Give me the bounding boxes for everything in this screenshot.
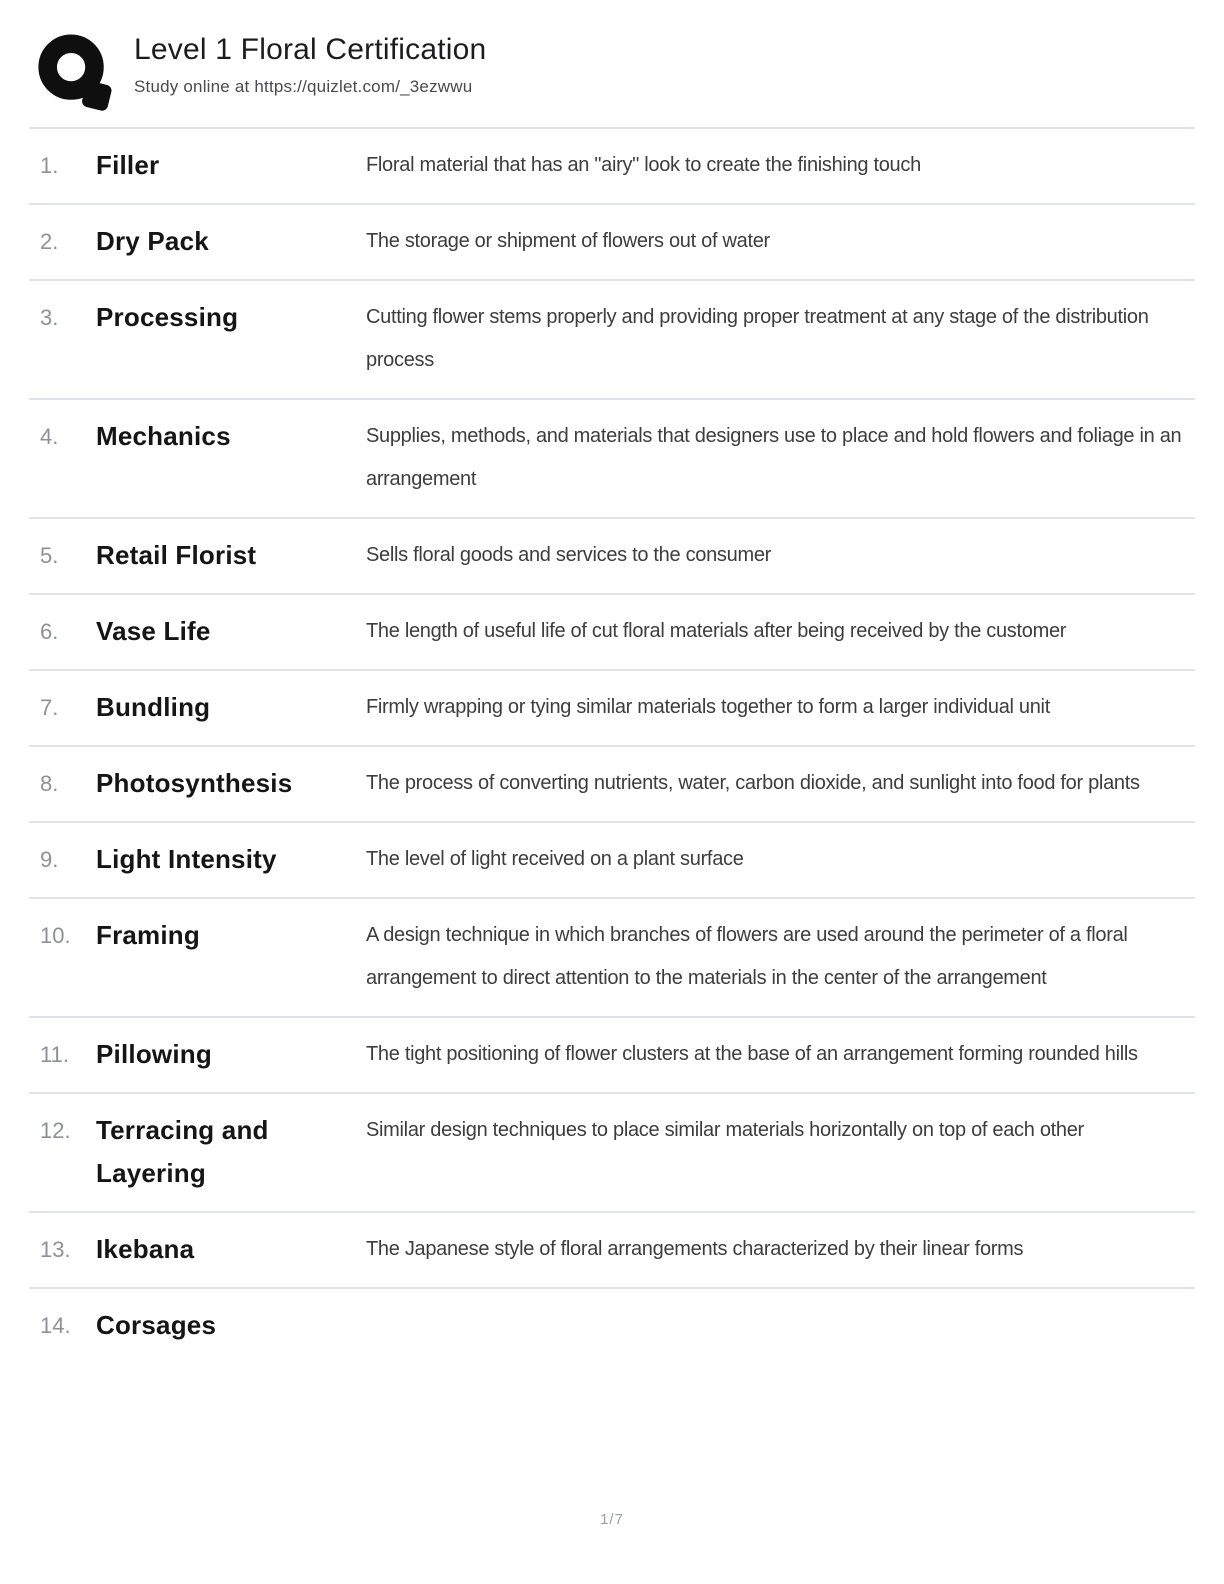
- term-definition: A design technique in which branches of flowers are used around the perimeter of a floral arrangement to direct attention to the materials in the center of the arrangement: [366, 924, 1128, 989]
- page-number-indicator: 1/7: [600, 1511, 624, 1528]
- term-number: 11.: [40, 1042, 69, 1067]
- term-definition: The Japanese style of floral arrangements characterized by their linear forms: [366, 1238, 1024, 1260]
- term-number: 8.: [40, 771, 59, 796]
- term-definition: Firmly wrapping or tying similar materials together to form a larger individual unit: [366, 696, 1050, 718]
- term-definition: The storage or shipment of flowers out of water: [366, 230, 770, 252]
- term-label: Retail Florist: [96, 540, 257, 570]
- term-definition: The process of converting nutrients, water, carbon dioxide, and sunlight into food for plants: [366, 772, 1140, 794]
- study-online-link[interactable]: Study online at https://quizlet.com/_3ezwwu: [134, 77, 473, 96]
- term-label: Processing: [96, 302, 239, 332]
- term-row: [29, 1289, 1195, 1363]
- term-label: Light Intensity: [96, 844, 277, 874]
- term-label: Terracing and Layering: [96, 1115, 269, 1188]
- term-label: Mechanics: [96, 421, 231, 451]
- term-row: [29, 519, 1195, 595]
- term-number: 14.: [40, 1313, 71, 1338]
- term-row: [29, 1094, 1195, 1213]
- term-number: 3.: [40, 305, 59, 330]
- header-text-block: [134, 28, 486, 97]
- term-number: 4.: [40, 424, 59, 449]
- page-header: [29, 0, 1195, 129]
- term-row: [29, 899, 1195, 1018]
- term-number: 2.: [40, 229, 59, 254]
- term-row: [29, 595, 1195, 671]
- term-definition: The tight positioning of flower clusters at the base of an arrangement forming rounded hills: [366, 1043, 1138, 1065]
- term-row: [29, 671, 1195, 747]
- term-row: [29, 1018, 1195, 1094]
- term-label: Pillowing: [96, 1039, 212, 1069]
- term-definition: The level of light received on a plant surface: [366, 848, 744, 870]
- term-label: Corsages: [96, 1310, 217, 1340]
- term-label: Ikebana: [96, 1234, 195, 1264]
- term-number: 10.: [40, 923, 71, 948]
- term-number: 1.: [40, 153, 59, 178]
- term-row: [29, 747, 1195, 823]
- term-label: Framing: [96, 920, 200, 950]
- term-label: Photosynthesis: [96, 768, 293, 798]
- term-label: Dry Pack: [96, 226, 209, 256]
- term-definition: The length of useful life of cut floral materials after being received by the customer: [366, 620, 1067, 642]
- term-number: 13.: [40, 1237, 71, 1262]
- term-number: 12.: [40, 1118, 71, 1143]
- term-row: [29, 205, 1195, 281]
- term-row: [29, 1213, 1195, 1289]
- page-title: Level 1 Floral Certification: [134, 33, 487, 66]
- term-number: 5.: [40, 543, 59, 568]
- term-definition: Supplies, methods, and materials that designers use to place and hold flowers and foliage in an arrangement: [366, 425, 1182, 490]
- term-number: 7.: [40, 695, 59, 720]
- term-label: Bundling: [96, 692, 211, 722]
- term-definition: Similar design techniques to place similar materials horizontally on top of each other: [366, 1119, 1084, 1141]
- term-label: Vase Life: [96, 616, 211, 646]
- term-row: [29, 129, 1195, 205]
- term-row: [29, 400, 1195, 519]
- term-number: 9.: [40, 847, 59, 872]
- term-definition: Cutting flower stems properly and providing proper treatment at any stage of the distribution process: [366, 306, 1149, 371]
- term-row: [29, 281, 1195, 400]
- term-number: 6.: [40, 619, 59, 644]
- term-row: [29, 823, 1195, 899]
- terms-list: [29, 129, 1195, 1363]
- term-definition: Sells floral goods and services to the consumer: [366, 544, 772, 566]
- term-label: Filler: [96, 150, 160, 180]
- term-definition: Floral material that has an "airy" look to create the finishing touch: [366, 154, 921, 176]
- quizlet-q-icon: [35, 28, 113, 114]
